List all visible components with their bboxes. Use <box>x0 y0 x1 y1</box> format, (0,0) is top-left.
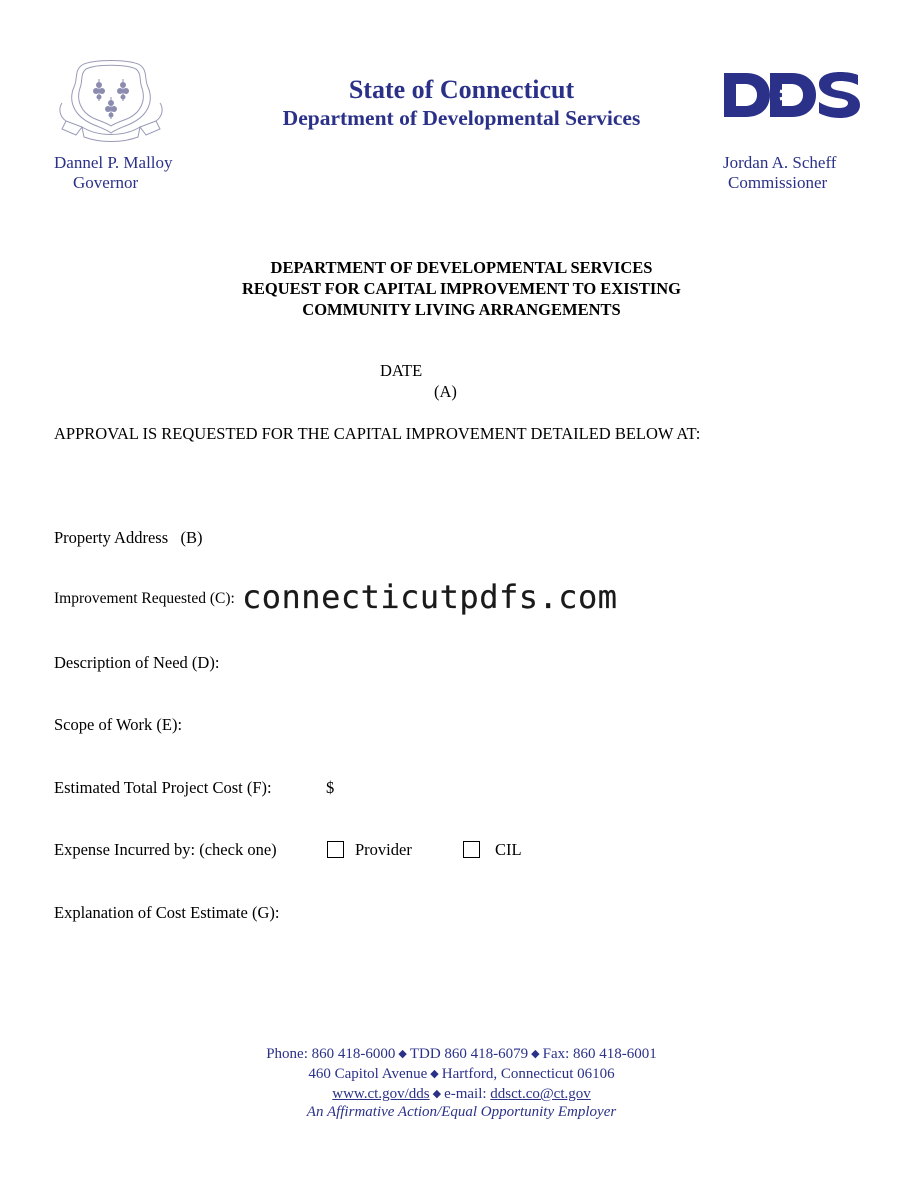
website-link[interactable]: www.ct.gov/dds <box>332 1086 430 1102</box>
footer-address-line <box>0 1066 923 1083</box>
date-field-marker: (A) <box>434 382 457 401</box>
diamond-separator-icon: ◆ <box>531 1048 540 1060</box>
email-link[interactable]: ddsct.co@ct.gov <box>490 1086 591 1102</box>
footer-street: 460 Capitol Avenue <box>308 1066 428 1082</box>
property-address-label: Property Address (B) <box>54 528 203 547</box>
provider-option-label: Provider <box>355 840 412 859</box>
footer-fax: Fax: 860 418-6001 <box>542 1046 657 1062</box>
form-title-line-1: DEPARTMENT OF DEVELOPMENTAL SERVICES <box>270 258 653 277</box>
cost-explanation-label: Explanation of Cost Estimate (G): <box>54 903 280 922</box>
expense-incurred-label: Expense Incurred by: (check one) <box>54 840 277 859</box>
estimated-cost-label: Estimated Total Project Cost (F): <box>54 778 272 797</box>
diamond-separator-icon: ◆ <box>432 1088 442 1100</box>
commissioner-name: Jordan A. Scheff <box>723 153 837 172</box>
form-title-line-3: COMMUNITY LIVING ARRANGEMENTS <box>302 300 621 319</box>
improvement-requested-label: Improvement Requested (C): <box>54 590 235 607</box>
department-title: Department of Developmental Services <box>282 106 641 130</box>
cost-currency-symbol: $ <box>326 778 335 797</box>
email-label: e-mail: <box>444 1086 487 1102</box>
state-title: State of Connecticut <box>348 75 575 104</box>
governor-title: Governor <box>73 173 139 192</box>
provider-checkbox[interactable] <box>327 841 344 858</box>
approval-statement: APPROVAL IS REQUESTED FOR THE CAPITAL IMPROVEMENT DETAILED BELOW AT: <box>54 424 701 443</box>
footer-city: Hartford, Connecticut 06106 <box>441 1066 615 1082</box>
form-title-line-2: REQUEST FOR CAPITAL IMPROVEMENT TO EXISTING <box>241 279 682 298</box>
footer-phone: Phone: 860 418-6000 <box>266 1046 396 1062</box>
footer-web-line <box>0 1086 923 1103</box>
cil-option-label: CIL <box>495 840 522 859</box>
watermark-text: connecticutpdfs.com <box>242 578 618 616</box>
diamond-separator-icon: ◆ <box>398 1048 407 1060</box>
governor-name: Dannel P. Malloy <box>54 153 173 172</box>
diamond-separator-icon: ◆ <box>430 1068 439 1080</box>
scope-of-work-label: Scope of Work (E): <box>54 715 183 734</box>
dds-logo <box>722 70 862 120</box>
footer-tagline: An Affirmative Action/Equal Opportunity Employer <box>306 1104 617 1120</box>
footer-tdd: TDD 860 418-6079 <box>409 1046 529 1062</box>
commissioner-title: Commissioner <box>728 173 828 192</box>
cil-checkbox[interactable] <box>463 841 480 858</box>
date-label: DATE <box>380 361 423 380</box>
footer-contact-line <box>0 1046 923 1063</box>
description-of-need-label: Description of Need (D): <box>54 653 220 672</box>
